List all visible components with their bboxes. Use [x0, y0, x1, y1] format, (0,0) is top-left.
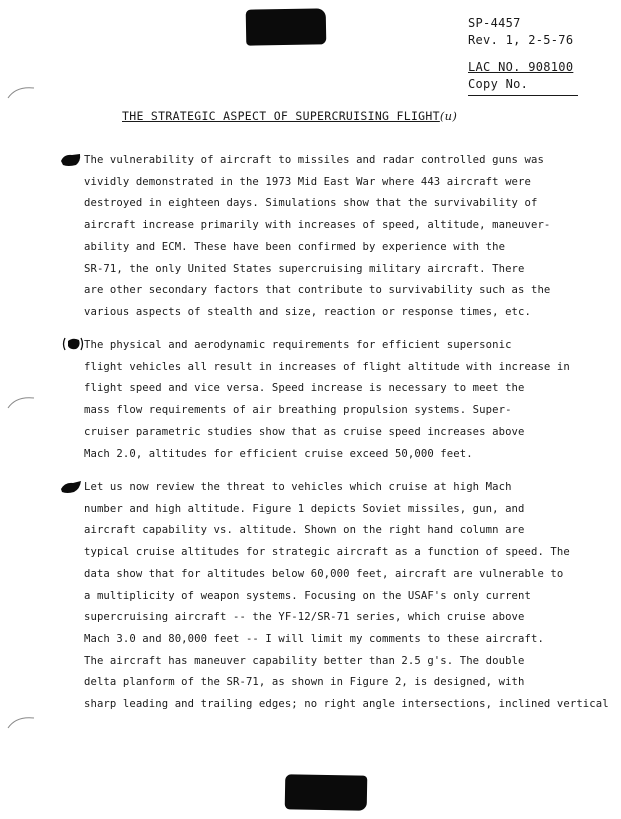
text-line: The physical and aerodynamic requirements for efficient supersonic	[84, 339, 512, 351]
margin-curve-mark	[6, 714, 36, 730]
redaction-block-bottom	[285, 774, 368, 810]
text-line: are other secondary factors that contribute to survivability such as the	[84, 284, 551, 297]
title-classification-mark: (u)	[439, 109, 458, 123]
text-line: sharp leading and trailing edges; no right angle intersections, inclined vertical	[84, 698, 609, 711]
document-title	[122, 109, 457, 123]
paragraph-1	[84, 150, 584, 324]
text-line: The vulnerability of aircraft to missiles and radar controlled guns was	[84, 154, 544, 166]
text-line: aircraft capability vs. altitude. Shown on the right hand column are	[84, 524, 525, 537]
text-line: mass flow requirements of air breathing propulsion systems. Super-	[84, 404, 512, 417]
text-line: flight vehicles all result in increases of flight altitude with increase in	[84, 360, 570, 373]
margin-curve-mark	[6, 394, 36, 410]
text-line: destroyed in eighteen days. Simulations show that the survivability of	[84, 197, 538, 210]
text-line: various aspects of stealth and size, reaction or response times, etc.	[84, 305, 531, 318]
text-line: cruiser parametric studies show that as cruise speed increases above	[84, 425, 525, 438]
paragraph-classification-redaction	[60, 480, 82, 494]
text-line: Mach 3.0 and 80,000 feet -- I will limit my comments to these aircraft.	[84, 632, 544, 645]
text-line: vividly demonstrated in the 1973 Mid East War where 443 aircraft were	[84, 175, 531, 188]
title-text: THE STRATEGIC ASPECT OF SUPERCRUISING FLIGHT	[122, 109, 440, 123]
text-line: data show that for altitudes below 60,000 feet, aircraft are vulnerable to	[84, 567, 564, 580]
text-line: SR-71, the only United States supercruising military aircraft. There	[84, 262, 525, 275]
paragraph-3	[84, 477, 609, 716]
text-line: Mach 2.0, altitudes for efficient cruise exceed 50,000 feet.	[84, 447, 473, 460]
paragraph-2	[84, 335, 584, 465]
paragraph-classification-redaction	[60, 153, 82, 167]
text-line: The aircraft has maneuver capability better than 2.5 g's. The double	[84, 654, 525, 667]
text-line: Let us now review the threat to vehicles which cruise at high Mach	[84, 481, 512, 493]
redaction-block-top	[246, 8, 327, 45]
copy-number: Copy No.	[468, 76, 578, 96]
lac-number: LAC NO. 908100	[468, 60, 574, 74]
text-line: aircraft increase primarily with increases of speed, altitude, maneuver-	[84, 219, 551, 232]
text-line: ability and ECM. These have been confirmed by experience with the	[84, 240, 506, 253]
doc-number: SP-4457	[468, 16, 521, 30]
text-line: flight speed and vice versa. Speed increase is necessary to meet the	[84, 382, 525, 395]
text-line: number and high altitude. Figure 1 depicts Soviet missiles, gun, and	[84, 502, 525, 515]
document-header	[468, 15, 578, 96]
revision-line: Rev. 1, 2-5-76	[468, 33, 574, 47]
text-line: typical cruise altitudes for strategic aircraft as a function of speed. The	[84, 546, 570, 559]
text-line: delta planform of the SR-71, as shown in Figure 2, is designed, with	[84, 676, 525, 689]
text-line: supercruising aircraft -- the YF-12/SR-71 series, which cruise above	[84, 611, 525, 624]
paragraph-classification-redaction	[62, 337, 84, 351]
text-line: a multiplicity of weapon systems. Focusing on the USAF's only current	[84, 589, 531, 602]
margin-curve-mark	[6, 84, 36, 100]
